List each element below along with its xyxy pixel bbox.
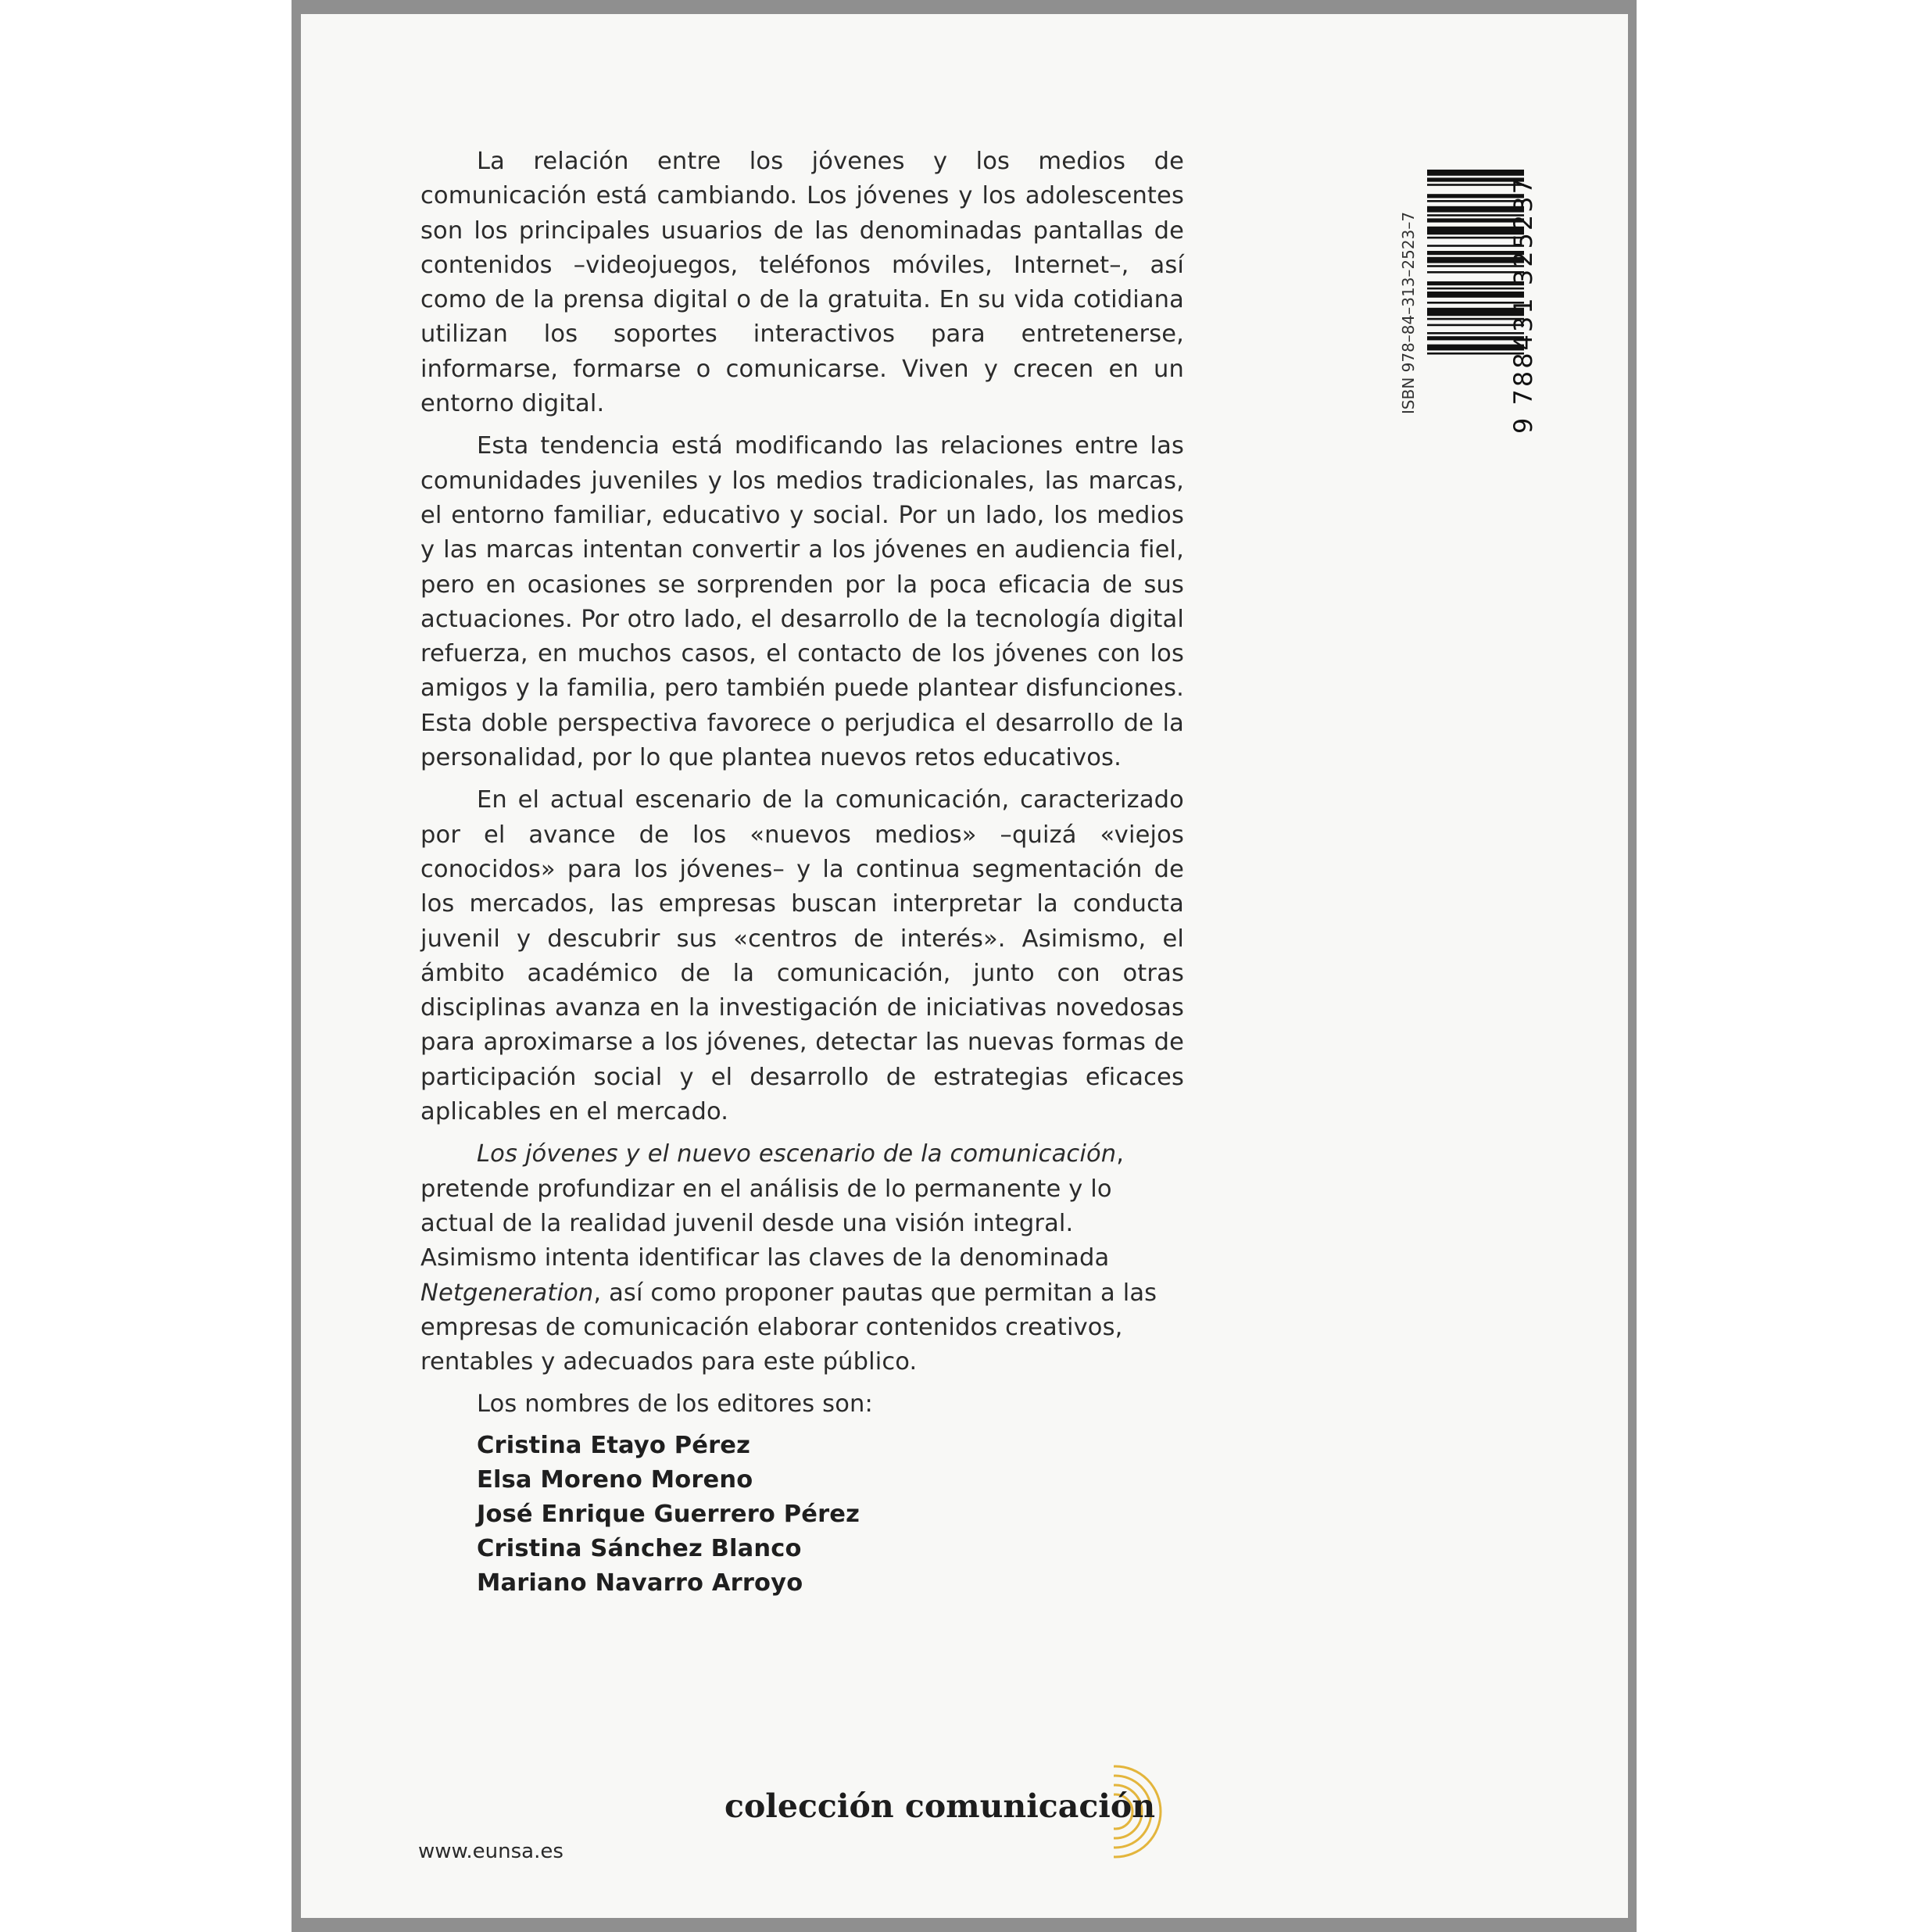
paragraph-3: En el actual escenario de la comunicación, caracterizado por el avance de los «nuevos medios» –quizá «viejos conocidos» para los jóvenes– y la continua segmentación de los mercados, las empresas buscan interpretar la conducta juvenil y descubrir sus «centros de interés». Asimismo, el ámbito académico de la comunicación, junto con otras disciplinas avanza en la investigación de iniciativas novedosas para aproximarse a los jóvenes, detectar las nuevas formas de participación social y el desarrollo de estrategias eficaces aplicables en el mercado. — [420, 786, 1184, 1126]
editor-name: José Enrique Guerrero Pérez — [477, 1500, 860, 1528]
editor-name: Cristina Etayo Pérez — [477, 1431, 751, 1459]
paragraph-4-text-b: , así como proponer pautas que permitan a las empresas de comunicación elaborar contenidos creativos, rentables y adecuados para este público. — [420, 1279, 1157, 1376]
editor-name: Cristina Sánchez Blanco — [477, 1534, 802, 1562]
paragraph-4-text-a: , pretende profundizar en el análisis de lo permanente y lo actual de la realidad juvenil desde una visión integral. Asimismo intenta identificar las claves de la denominada — [420, 1140, 1125, 1272]
barcode-bar — [1427, 170, 1524, 176]
synopsis — [420, 145, 1184, 1601]
editor-name: Mariano Navarro Arroyo — [477, 1569, 803, 1597]
collection-title: colección comunicación — [724, 1787, 1156, 1825]
book-title: Los jóvenes y el nuevo escenario de la comunicación — [477, 1140, 1117, 1168]
publisher-website: www.eunsa.es — [418, 1840, 564, 1863]
paragraph-1: La relación entre los jóvenes y los medios de comunicación está cambiando. Los jóvenes y los adolescentes son los principales usuarios de las denominadas pantallas de contenidos –videojuegos, teléfonos móviles, Internet–, así como de la prensa digital o de la gratuita. En su vida cotidiana utilizan los soportes interactivos para entretenerse, informarse, formarse o comunicarse. Viven y crecen en un entorno digital. — [420, 148, 1184, 418]
paragraph-4 — [420, 1137, 1184, 1379]
netgeneration-term: Netgeneration — [420, 1279, 594, 1307]
paragraph-2: Esta tendencia está modificando las relaciones entre las comunidades juveniles y los medios tradicionales, las marcas, el entorno familiar, educativo y social. Por un lado, los medios y las marcas intentan convertir a los jóvenes en audiencia fiel, pero en ocasiones se sorprenden por la poca eficacia de sus actuaciones. Por otro lado, el desarrollo de la tecnología digital refuerza, en muchos casos, el contacto de los jóvenes con los amigos y la familia, pero también puede plantear disfunciones. Esta doble perspectiva favorece o perjudica el desarrollo de la personalidad, por lo que plantea nuevos retos educativos. — [420, 432, 1184, 772]
isbn-label: ISBN 978–84–313–2523–7 — [1399, 211, 1418, 414]
barcode — [1399, 168, 1524, 434]
editors-intro: Los nombres de los editores son: — [477, 1390, 873, 1419]
barcode-digits: 9 788431 325237 — [1508, 175, 1538, 434]
editor-name: Elsa Moreno Moreno — [477, 1465, 753, 1494]
editors-list — [420, 1429, 1184, 1601]
